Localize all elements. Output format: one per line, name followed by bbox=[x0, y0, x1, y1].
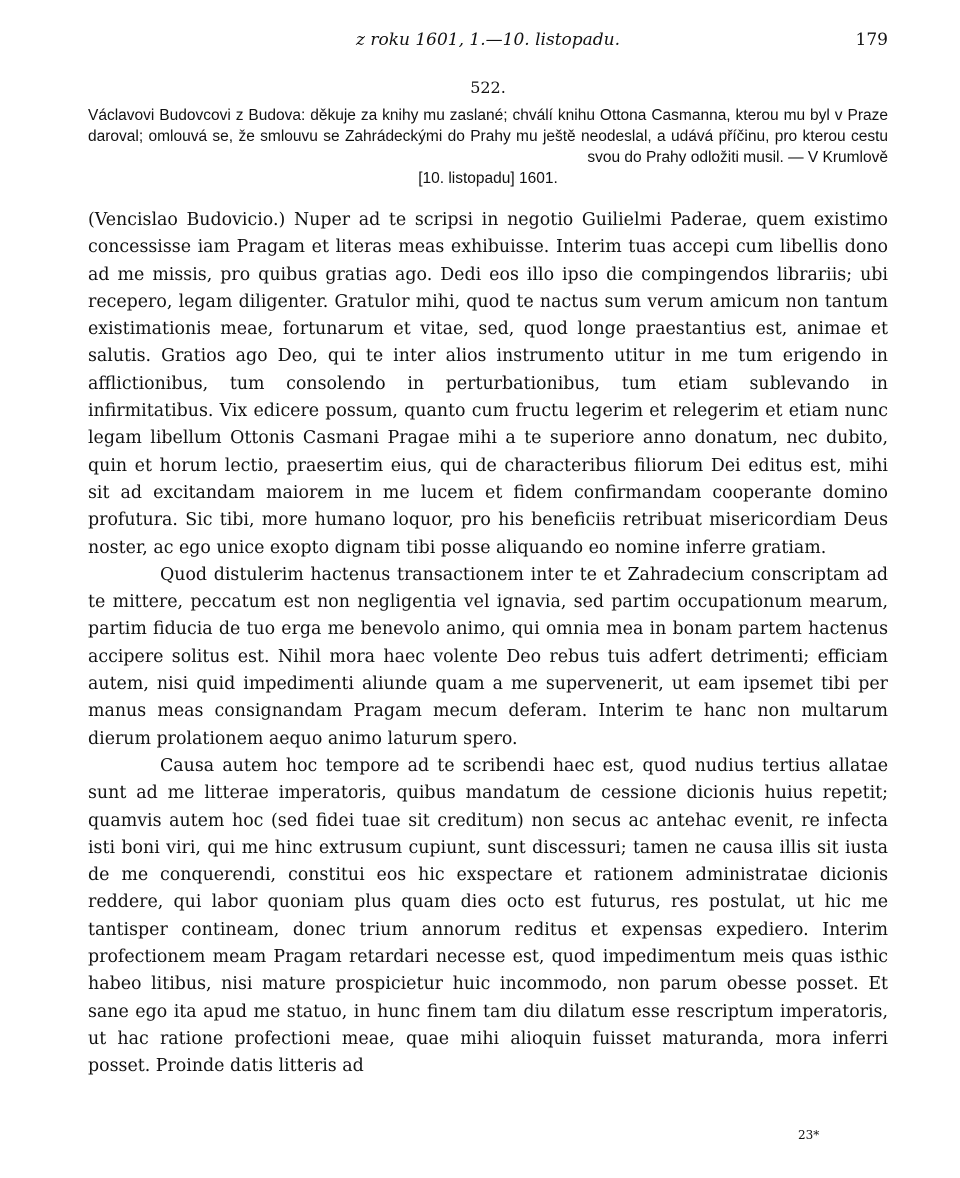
paragraph-1: (Vencislao Budovicio.) Nuper ad te scripsi in negotio Guilielmi Paderae, quem existimo concessisse iam Pragam et literas meas exhibuisse. Interim tuas accepi cum libellis dono ad me missis, pro quibus gratias ago. Dedi eos illo ipso die compingendos librariis; ubi recepero, legam diligenter. Gratulor mihi, quod te nactus sum verum amicum non tantum existimationis meae, fortunarum et vitae, sed, quod longe praestantius est, animae et salutis. Gratios ago Deo, qui te inter alios instrumento utitur in me tum erigendo in afflictionibus, tum consolendo in perturbationibus, tum etiam sublevando in infirmitatibus. Vix edicere possum, quanto cum fructu legerim et relegerim et etiam nunc legam libellum Ottonis Casmani Pragae mihi a te superiore anno donatum, nec dubito, quin et horum lectio, praesertim eius, qui de characteribus filiorum Dei editus est, mihi sit ad excitandam maiorem in me lucem et fidem confirmandam cooperante domino profutura. Sic tibi, more humano loquor, pro his beneficiis retribuat misericordiam Deus noster, ac ego unice exopto dignam tibi posse aliquando eo nomine inferre gratiam. bbox=[88, 210, 888, 558]
summary-text: Václavovi Budovcovi z Budova: děkuje za knihy mu zaslané; chválí knihu Ottona Casmanna, kterou mu byl v Praze daroval; omlouvá se, že smlouvu se Zahrádeckými do Prahy mu ještě neodeslal, a udává příčinu, pro kterou cestu svou do Prahy odložiti musil. — V Krumlově bbox=[88, 107, 888, 166]
document-number: 522. bbox=[470, 78, 506, 97]
letter-body bbox=[88, 207, 888, 1081]
paragraph-3: Causa autem hoc tempore ad te scribendi haec est, quod nudius tertius allatae sunt ad me litterae imperatoris, quibus mandatum de cessione dicionis huius repetit; quamvis autem hoc (sed fidei tuae sit creditum) non secus ac antehac evenit, re infecta isti boni viri, qui me hinc extrusum cupiunt, sunt discessuri; tamen ne causa illis sit iusta de me conquerendi, constitui eos hic exspectare et rationem administratae dicionis reddere, qui labor quoniam plus quam dies octo est futurus, res postulat, ut hic me tantisper contineam, donec trium annorum reditus et expensas expediero. Interim profectionem meam Pragam retardari necesse est, quod impedimentum meis quas isthic habeo litibus, nisi mature prospicietur huic incommodo, non parum obesse posset. Et sane ego ita apud me statuo, in hunc finem tam diu dilatum esse rescriptum imperatoris, ut hac ratione profectioni meae, quae mihi alioquin fuisset maturanda, mora inferri posset. Proinde datis litteris ad bbox=[88, 755, 888, 1077]
running-head bbox=[88, 30, 888, 54]
paragraph-2: Quod distulerim hactenus transactionem inter te et Zahradecium conscriptam ad te mittere, peccatum est non negligentia vel ignavia, sed partim occupationum mearum, partim fiducia de tuo erga me benevolo animo, qui omnia mea in bonam partem hactenus accipere solitus est. Nihil mora haec volente Deo rebus tuis adfert detrimenti; efficiam autem, nisi quid impedimenti aliunde quam a me supervenerit, ut eam ipsemet tibi per manus meas consignandam Pragam mecum deferam. Interim te hanc non multarum dierum prolationem aequo animo laturum spero. bbox=[88, 564, 888, 749]
running-title: z roku 1601, 1.—10. listopadu. bbox=[355, 30, 621, 50]
document-summary bbox=[88, 105, 888, 189]
summary-date: [10. listopadu] 1601. bbox=[418, 170, 558, 187]
page-number: 179 bbox=[855, 30, 888, 50]
signature-mark: 23* bbox=[798, 1128, 820, 1142]
page bbox=[88, 30, 888, 1081]
